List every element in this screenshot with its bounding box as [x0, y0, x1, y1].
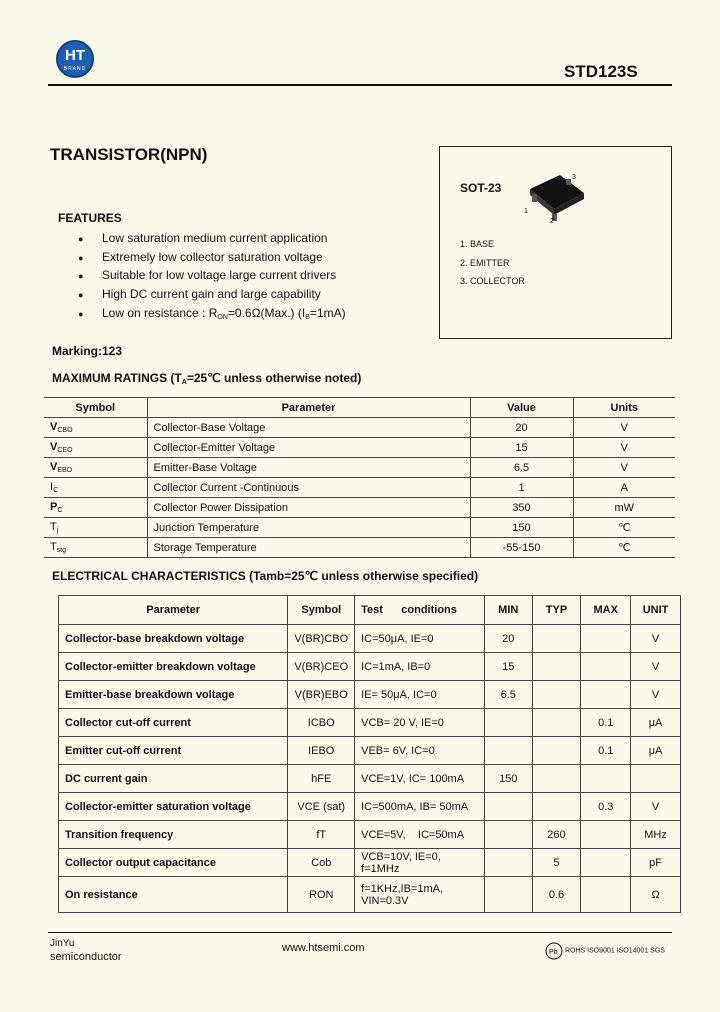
- min: [484, 793, 532, 821]
- electrical-heading: ELECTRICAL CHARACTERISTICS (Tamb=25℃ unless otherwise specified): [52, 569, 479, 583]
- max-ratings-table: [44, 397, 675, 558]
- unit: ℃: [573, 518, 675, 538]
- certification-marks: [545, 942, 665, 960]
- table-row: [59, 737, 681, 765]
- conditions: VCB=10V, IE=0, f=1MHz: [355, 849, 485, 877]
- feature-item: ● Low saturation medium current application: [78, 231, 328, 245]
- header-min: MIN: [484, 596, 532, 625]
- table-row: [59, 625, 681, 653]
- conditions: IC=500mA, IB= 50mA: [355, 793, 485, 821]
- parameter: Collector-emitter breakdown voltage: [59, 653, 288, 681]
- parameter: Emitter-base breakdown voltage: [59, 681, 288, 709]
- typ: [532, 709, 581, 737]
- unit: V: [573, 418, 675, 438]
- typ: [532, 681, 581, 709]
- max: [581, 877, 631, 913]
- conditions: IE= 50μA, IC=0: [355, 681, 485, 709]
- header-unit: UNIT: [631, 596, 681, 625]
- pin-2: 2. EMITTER: [460, 258, 510, 268]
- unit: [631, 765, 681, 793]
- conditions: IC=50μA, IE=0: [355, 625, 485, 653]
- table-header-row: [44, 398, 675, 418]
- parameter: Junction Temperature: [147, 518, 470, 538]
- website-link[interactable]: www.htsemi.com: [282, 942, 365, 954]
- parameter: Emitter-Base Voltage: [147, 458, 470, 478]
- table-header-row: [59, 596, 681, 625]
- parameter: Collector Power Dissipation: [147, 498, 470, 518]
- feature-item: ● High DC current gain and large capability: [78, 287, 321, 301]
- footer-rule: [48, 932, 672, 933]
- logo-text: HT: [65, 47, 85, 64]
- max: [581, 765, 631, 793]
- max: [581, 625, 631, 653]
- typ: [532, 737, 581, 765]
- pin-label-2: 2: [550, 218, 554, 223]
- typ: 260: [532, 821, 581, 849]
- conditions: VCE=5V, IC=50mA: [355, 821, 485, 849]
- value: 150: [470, 518, 573, 538]
- unit: ℃: [573, 538, 675, 558]
- parameter: Collector-base breakdown voltage: [59, 625, 288, 653]
- unit: V: [573, 438, 675, 458]
- unit: mW: [573, 498, 675, 518]
- min: [484, 821, 532, 849]
- logo-subtext: BRAND: [63, 66, 87, 72]
- max: [581, 821, 631, 849]
- symbol: IEBO: [288, 737, 355, 765]
- pin-label-1: 1: [524, 208, 528, 215]
- header-symbol: Symbol: [288, 596, 355, 625]
- value: -55-150: [470, 538, 573, 558]
- symbol: V(BR)CBO: [288, 625, 355, 653]
- typ: [532, 765, 581, 793]
- parameter: On resistance: [59, 877, 288, 913]
- table-row: [44, 438, 675, 458]
- parameter: Collector-Emitter Voltage: [147, 438, 470, 458]
- conditions: f=1KHz,IB=1mA, VIN=0.3V: [355, 877, 485, 913]
- conditions: VCE=1V, IC= 100mA: [355, 765, 485, 793]
- symbol: $V_{CEO}$: [44, 438, 147, 458]
- part-number: STD123S: [564, 62, 638, 81]
- table-row: [59, 765, 681, 793]
- min: 150: [484, 765, 532, 793]
- max: [581, 653, 631, 681]
- certification-text: ROHS ISO9001 ISO14001 SGS: [564, 947, 665, 955]
- svg-text:Pb: Pb: [549, 949, 558, 956]
- table-row: [59, 681, 681, 709]
- typ: [532, 653, 581, 681]
- typ: [532, 793, 581, 821]
- symbol: $I_C$: [44, 478, 147, 498]
- header-symbol: Symbol: [44, 398, 147, 418]
- table-row: [44, 518, 675, 538]
- symbol: $T_{stg}$: [44, 538, 147, 558]
- value: 1: [470, 478, 573, 498]
- header-max: MAX: [581, 596, 631, 625]
- parameter: Collector-emitter saturation voltage: [59, 793, 288, 821]
- max: [581, 681, 631, 709]
- feature-item: ● Suitable for low voltage large current drivers: [78, 268, 337, 282]
- max-ratings-heading: MAXIMUM RATINGS ($T_A=25℃$ unless otherwise noted): [52, 371, 362, 386]
- unit: V: [631, 681, 681, 709]
- typ: 5: [532, 849, 581, 877]
- symbol: $T_j$: [44, 518, 147, 538]
- parameter: Collector cut-off current: [59, 709, 288, 737]
- unit: V: [631, 625, 681, 653]
- unit: A: [573, 478, 675, 498]
- max: 0.1: [581, 737, 631, 765]
- header-units: Units: [573, 398, 675, 418]
- table-row: [59, 793, 681, 821]
- parameter: Collector Current -Continuous: [147, 478, 470, 498]
- company-name: JinYu: [50, 938, 75, 949]
- value: 15: [470, 438, 573, 458]
- min: 6.5: [484, 681, 532, 709]
- min: 15: [484, 653, 532, 681]
- header-rule: [48, 84, 672, 86]
- feature-item: ● Extremely low collector saturation voltage: [78, 250, 323, 264]
- unit: MHz: [631, 821, 681, 849]
- features-heading: FEATURES: [58, 211, 122, 225]
- min: [484, 849, 532, 877]
- header-test-conditions: Test conditions: [355, 596, 485, 625]
- symbol: V(BR)CEO: [288, 653, 355, 681]
- sot23-package-icon: [522, 169, 592, 223]
- parameter: Transition frequency: [59, 821, 288, 849]
- package-name: SOT-23: [460, 181, 502, 195]
- pin-label-3: 3: [572, 174, 576, 181]
- unit: V: [631, 793, 681, 821]
- conditions: VCB= 20 V, IE=0: [355, 709, 485, 737]
- unit: V: [631, 653, 681, 681]
- table-row: [59, 709, 681, 737]
- table-row: [44, 458, 675, 478]
- symbol: V(BR)EBO: [288, 681, 355, 709]
- max: 0.3: [581, 793, 631, 821]
- typ: 0.6: [532, 877, 581, 913]
- symbol: Cob: [288, 849, 355, 877]
- parameter: Collector output capacitance: [59, 849, 288, 877]
- min: 20: [484, 625, 532, 653]
- feature-item: ● Low on resistance : $R_{ON}=0.6\Omega(Max.)$ $(I_B=1mA)$: [78, 306, 346, 321]
- conditions: IC=1mA, IB=0: [355, 653, 485, 681]
- pin-1: 1. BASE: [460, 239, 495, 249]
- symbol: $V_{EBO}$: [44, 458, 147, 478]
- parameter: Storage Temperature: [147, 538, 470, 558]
- symbol: hFE: [288, 765, 355, 793]
- min: [484, 709, 532, 737]
- parameter: Collector-Base Voltage: [147, 418, 470, 438]
- symbol: RON: [288, 877, 355, 913]
- unit: V: [573, 458, 675, 478]
- page-title: TRANSISTOR(NPN): [50, 145, 208, 164]
- table-row: [59, 877, 681, 913]
- typ: [532, 625, 581, 653]
- value: 350: [470, 498, 573, 518]
- value: 20: [470, 418, 573, 438]
- symbol: VCE (sat): [288, 793, 355, 821]
- company-logo: [56, 40, 94, 78]
- electrical-table: [58, 595, 681, 913]
- header-typ: TYP: [532, 596, 581, 625]
- header-parameter: Parameter: [147, 398, 470, 418]
- header-parameter: Parameter: [59, 596, 288, 625]
- symbol: $P_C$: [44, 498, 147, 518]
- max: 0.1: [581, 709, 631, 737]
- header-value: Value: [470, 398, 573, 418]
- min: [484, 737, 532, 765]
- symbol: fT: [288, 821, 355, 849]
- table-row: [44, 478, 675, 498]
- conditions: VEB= 6V, IC=0: [355, 737, 485, 765]
- table-row: [44, 498, 675, 518]
- min: [484, 877, 532, 913]
- value: 6.5: [470, 458, 573, 478]
- symbol: ICBO: [288, 709, 355, 737]
- parameter: DC current gain: [59, 765, 288, 793]
- unit: μA: [631, 737, 681, 765]
- package-box: [439, 146, 672, 339]
- pb-free-icon: [545, 942, 563, 960]
- table-row: [59, 821, 681, 849]
- table-row: [59, 849, 681, 877]
- table-row: [44, 418, 675, 438]
- company-subtitle: semiconductor: [50, 951, 122, 963]
- table-row: [59, 653, 681, 681]
- unit: μA: [631, 709, 681, 737]
- table-row: [44, 538, 675, 558]
- max: [581, 849, 631, 877]
- marking: Marking:123: [52, 344, 123, 358]
- unit: Ω: [631, 877, 681, 913]
- unit: pF: [631, 849, 681, 877]
- symbol: $V_{CBO}$: [44, 418, 147, 438]
- pin-3: 3. COLLECTOR: [460, 276, 525, 286]
- parameter: Emitter cut-off current: [59, 737, 288, 765]
